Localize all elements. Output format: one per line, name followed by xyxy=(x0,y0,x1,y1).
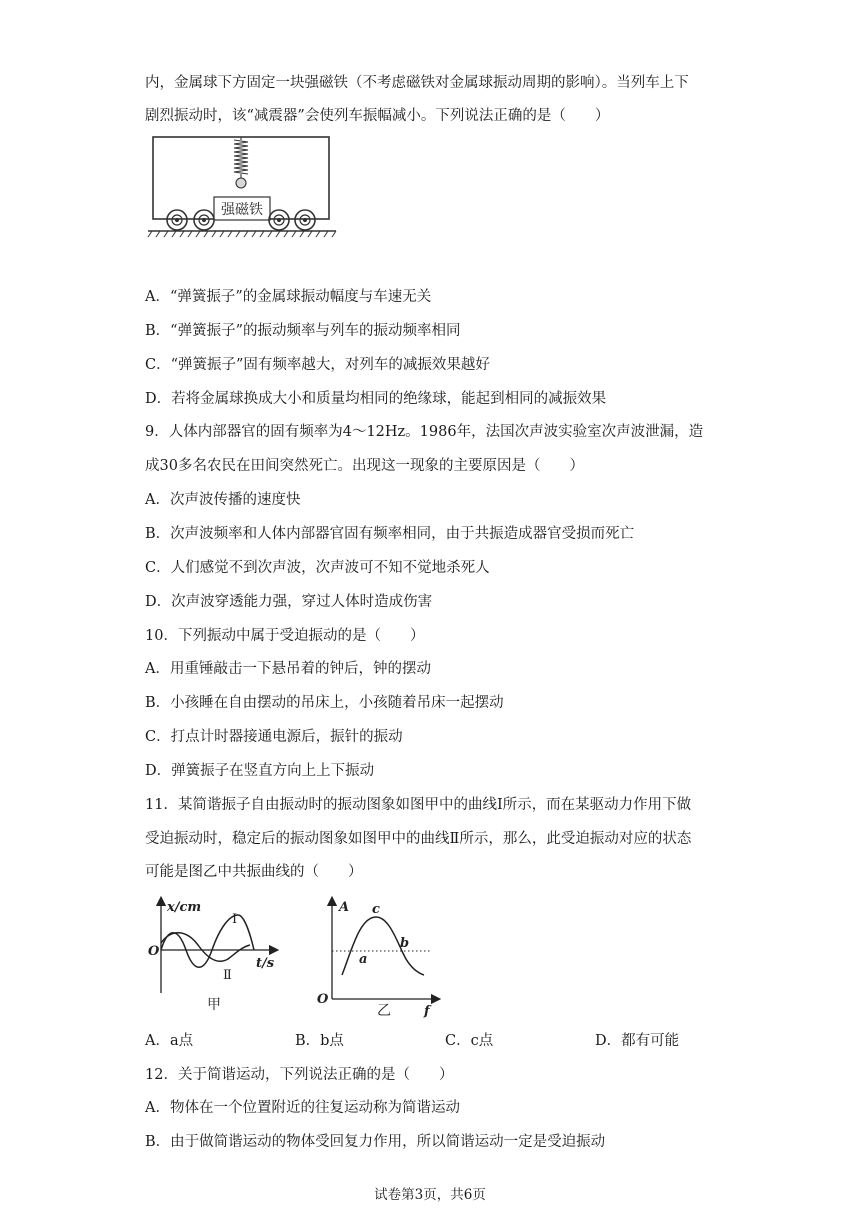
jia-curve-1-label: Ⅰ xyxy=(232,912,238,927)
q10-option-c: C．打点计时器接通电源后，振针的振动 xyxy=(145,729,403,745)
q8-option-a: A．“弹簧振子”的金属球振动幅度与车速无关 xyxy=(145,289,432,305)
q10-option-a: A．用重锤敲击一下悬吊着的钟后，钟的摆动 xyxy=(145,661,431,677)
yi-origin: O xyxy=(317,992,329,1007)
figure-jia-vibration-graph xyxy=(146,893,286,1023)
train-damper-figure xyxy=(148,134,338,242)
q9-stem-line-1: 9．人体内部器官的固有频率为4～12Hz。1986年，法国次声波实验室次声波泄漏，造 xyxy=(145,424,704,440)
q8-stem-line-1: 内，金属球下方固定一块强磁铁（不考虑磁铁对金属球振动周期的影响）。当列车上下 xyxy=(145,75,689,91)
q12-option-a: A．物体在一个位置附近的往复运动称为简谐运动 xyxy=(145,1100,460,1116)
yi-caption: 乙 xyxy=(377,1003,391,1019)
q12-option-b: B．由于做简谐运动的物体受回复力作用，所以简谐运动一定是受迫振动 xyxy=(145,1134,606,1150)
jia-origin: O xyxy=(148,944,160,959)
q11-stem-line-3: 可能是图乙中共振曲线的（ ） xyxy=(145,864,363,880)
jia-x-label: t/s xyxy=(256,956,275,971)
q9-stem-line-2: 成30多名农民在田间突然死亡。出现这一现象的主要原因是（ ） xyxy=(145,458,584,474)
q11-option-c: C．c点 xyxy=(445,1033,494,1049)
figure-yi-resonance-curve xyxy=(314,893,444,1023)
jia-curve-2 xyxy=(161,933,250,962)
jia-curve-1 xyxy=(161,915,254,967)
jia-caption: 甲 xyxy=(207,997,221,1013)
q8-option-d: D．若将金属球换成大小和质量均相同的绝缘球，能起到相同的减振效果 xyxy=(145,391,607,407)
yi-point-c: c xyxy=(372,902,380,917)
q12-stem: 12．关于简谐运动，下列说法正确的是（ ） xyxy=(145,1067,454,1083)
yi-x-label: f xyxy=(424,1004,430,1019)
q8-option-b: B．“弹簧振子”的振动频率与列车的振动频率相同 xyxy=(145,323,461,339)
metal-ball-icon xyxy=(236,178,246,188)
q11-option-a: A．a点 xyxy=(145,1033,194,1049)
q9-option-d: D．次声波穿透能力强，穿过人体时造成伤害 xyxy=(145,594,433,610)
spring-icon xyxy=(234,137,248,178)
yi-resonance-curve-path xyxy=(342,917,424,975)
q9-option-a: A．次声波传播的速度快 xyxy=(145,492,301,508)
yi-point-b: b xyxy=(400,936,410,951)
q8-option-c: C．“弹簧振子”固有频率越大，对列车的减振效果越好 xyxy=(145,357,490,373)
q9-option-c: C．人们感觉不到次声波，次声波可不知不觉地杀死人 xyxy=(145,560,490,576)
yi-point-a: a xyxy=(359,952,368,967)
ground-hatching xyxy=(148,231,336,237)
q10-stem: 10．下列振动中属于受迫振动的是（ ） xyxy=(145,628,425,644)
q11-option-b: B．b点 xyxy=(295,1033,344,1049)
jia-curve-2-label: Ⅱ xyxy=(223,968,232,983)
q10-option-d: D．弹簧振子在竖直方向上上下振动 xyxy=(145,763,375,779)
q11-stem-line-2: 受迫振动时，稳定后的振动图象如图甲中的曲线Ⅱ所示，那么，此受迫振动对应的状态 xyxy=(145,831,692,847)
page-footer: 试卷第3页，共6页 xyxy=(374,1187,486,1203)
yi-y-label: A xyxy=(339,900,350,915)
q11-stem-line-1: 11．某简谐振子自由振动时的振动图象如图甲中的曲线Ⅰ所示，而在某驱动力作用下做 xyxy=(145,797,692,813)
q11-option-d: D．都有可能 xyxy=(595,1033,680,1049)
q8-stem-line-2: 剧烈振动时，该“减震器”会使列车振幅减小。下列说法正确的是（ ） xyxy=(145,108,610,124)
q9-option-b: B．次声波频率和人体内部器官固有频率相同，由于共振造成器官受损而死亡 xyxy=(145,526,635,542)
q10-option-b: B．小孩睡在自由摆动的吊床上，小孩随着吊床一起摆动 xyxy=(145,695,504,711)
magnet-label: 强磁铁 xyxy=(221,202,263,218)
jia-y-label: x/cm xyxy=(167,900,202,915)
